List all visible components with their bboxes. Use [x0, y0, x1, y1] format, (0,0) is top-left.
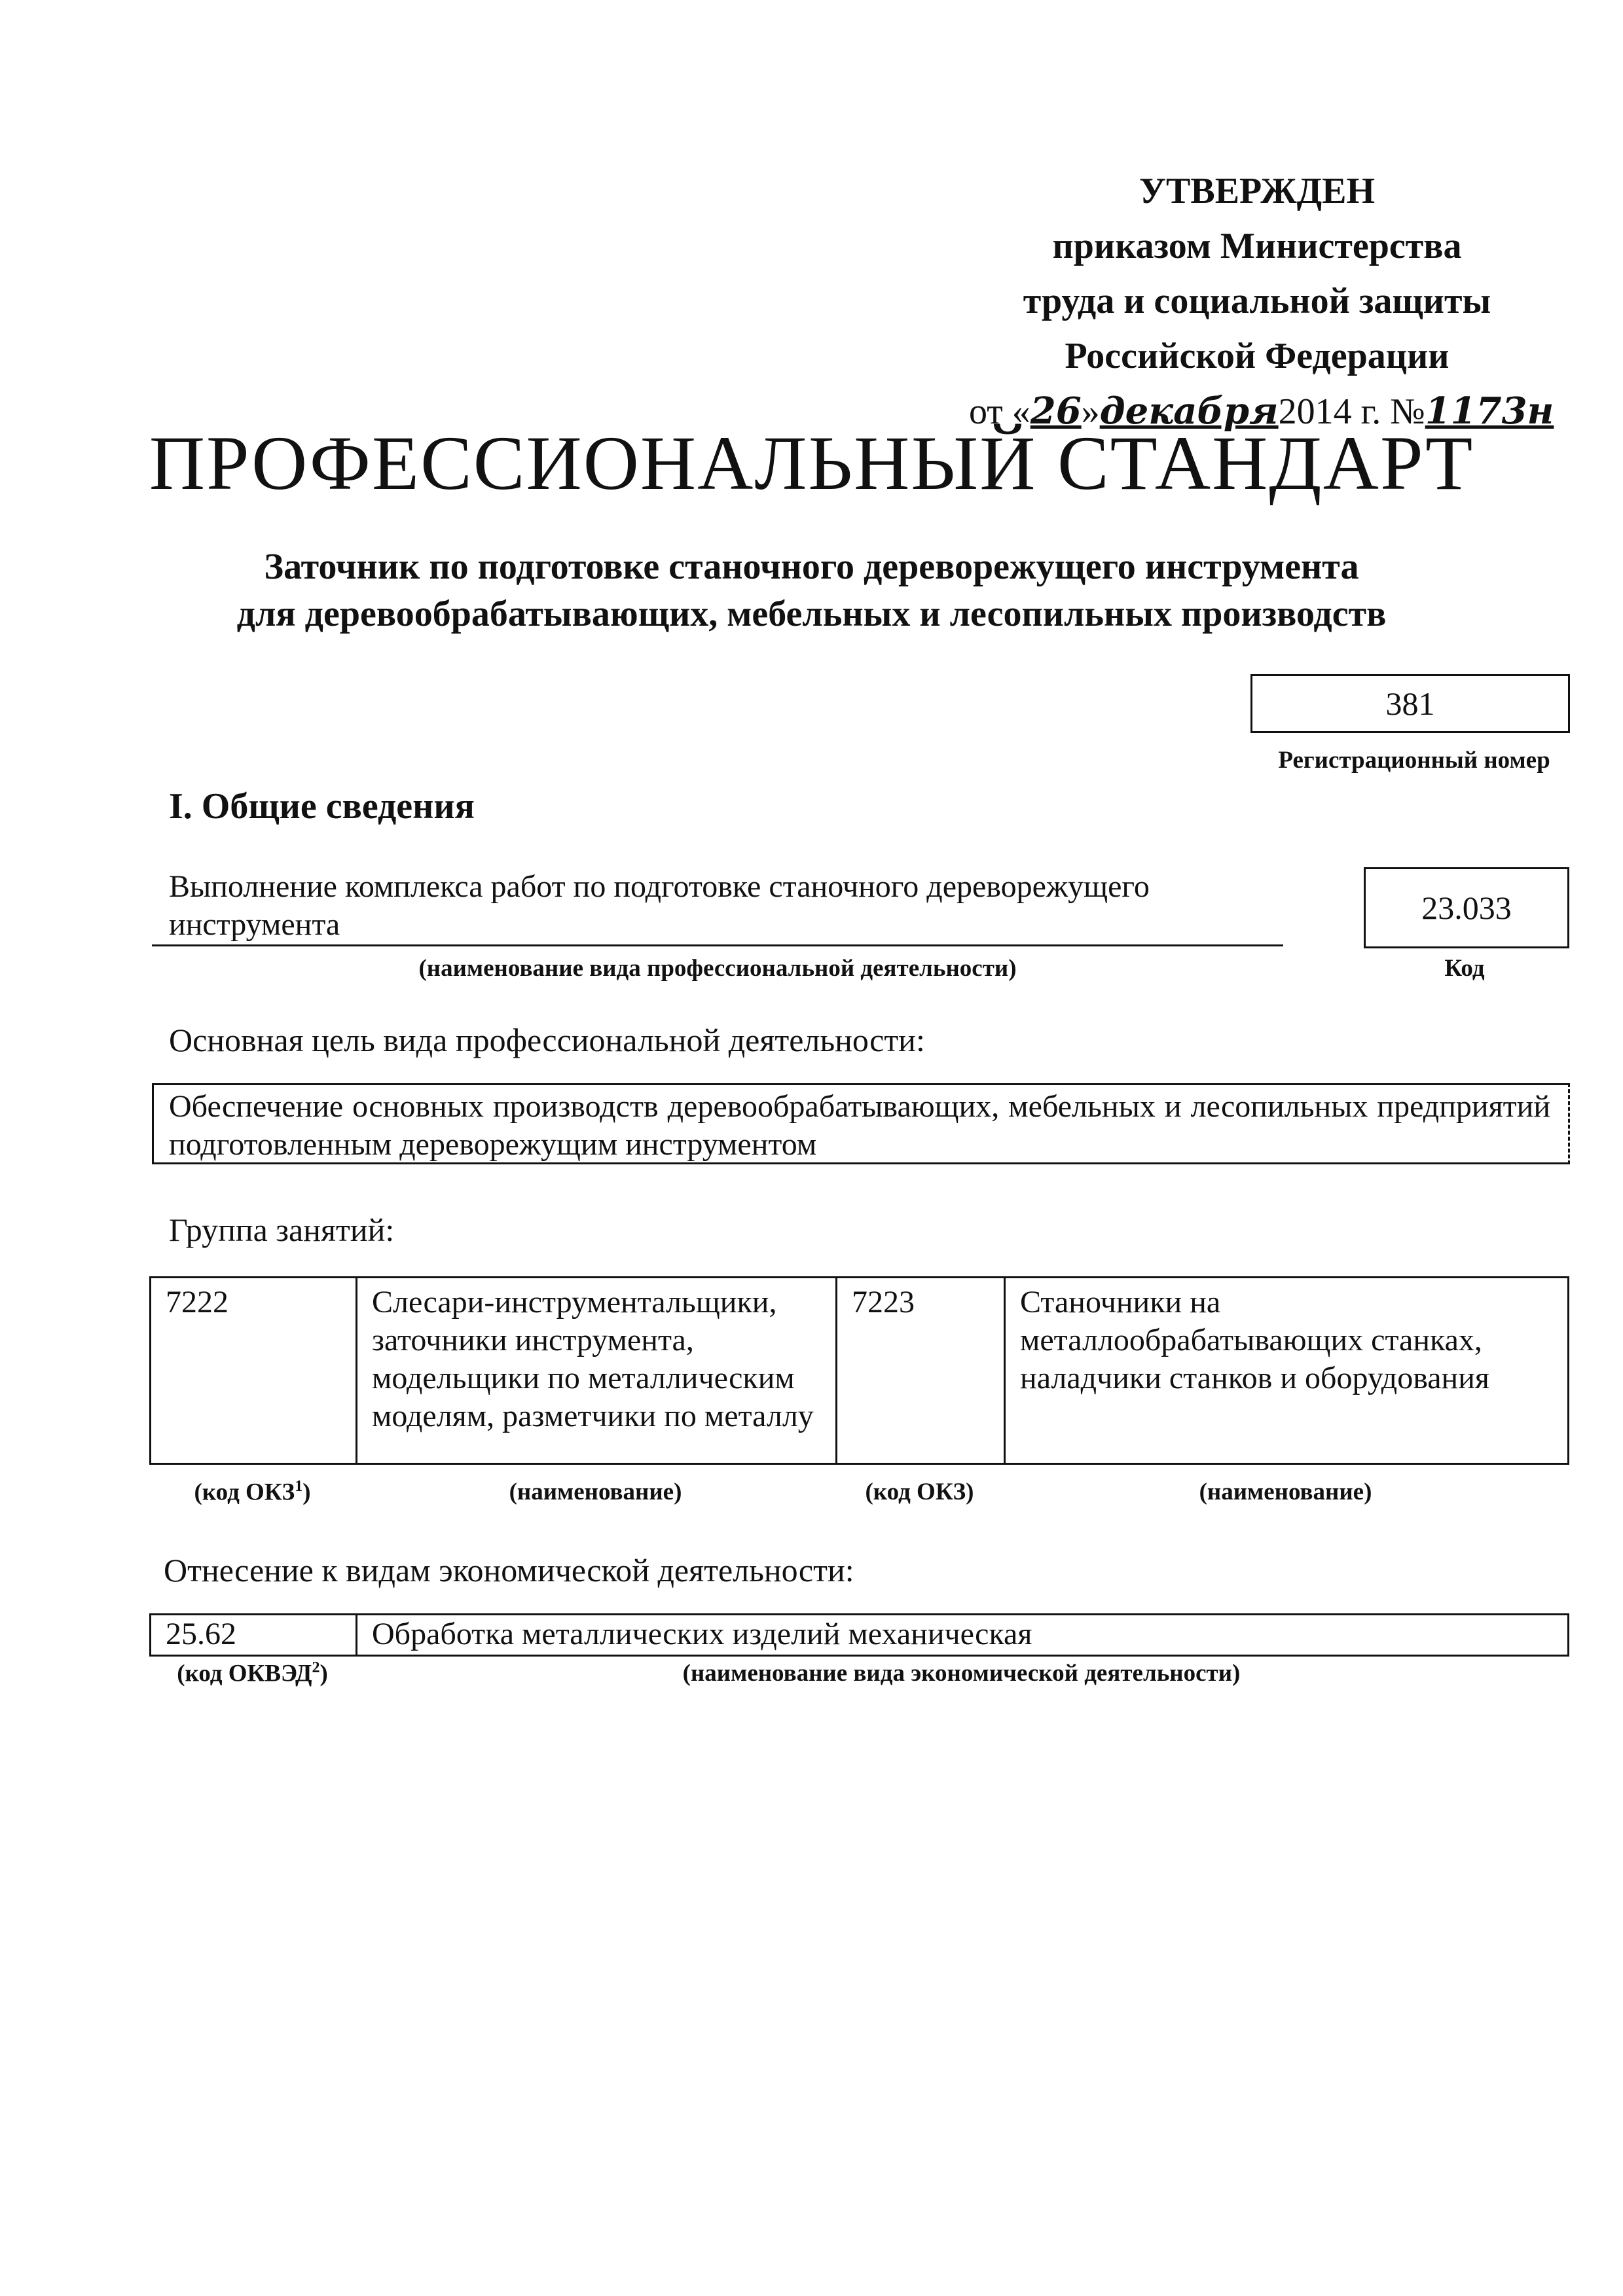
goal-heading: Основная цель вида профессиональной деятельности:: [169, 1022, 925, 1058]
standard-name-line-2: для деревообрабатывающих, мебельных и лесопильных производств: [236, 594, 1387, 634]
caption-okved-code: [149, 1659, 356, 1687]
activity-code-label: Код: [1444, 955, 1485, 982]
okved-code: 25.62: [151, 1615, 357, 1656]
okz-code-1: 7222: [151, 1278, 357, 1464]
okz-code-2: 7223: [837, 1278, 1005, 1464]
approval-block: [969, 164, 1554, 439]
footnote-1-mark: 1: [295, 1478, 303, 1495]
handwritten-day: 26: [1030, 389, 1082, 433]
registration-number-label: Регистрационный номер: [1278, 747, 1550, 774]
approval-line-2: приказом Министерства: [1052, 226, 1462, 266]
activity-caption: (наименование вида профессиональной деятельности): [418, 955, 1017, 982]
handwritten-order-number: 1173н: [1425, 389, 1554, 433]
date-year: 2014 г. №: [1278, 391, 1425, 432]
approval-title: УТВЕРЖДЕН: [1139, 171, 1376, 211]
section-title: I. Общие сведения: [169, 786, 475, 827]
document-title: ПРОФЕССИОНАЛЬНЫЙ СТАНДАРТ: [149, 420, 1474, 506]
standard-name: [0, 543, 1623, 637]
okz-name-1: Слесари-инструментальщики, заточники инструмента, модельщики по металлическим моделям, разметчики по металлу: [357, 1278, 837, 1464]
activity-name: Выполнение комплекса работ по подготовке станочного дереворежущего инструмента: [169, 869, 1150, 942]
approval-line-3: труда и социальной защиты: [1023, 281, 1491, 321]
goal-text: Обеспечение основных производств деревообрабатывающих, мебельных и лесопильных предприятий подготовленным дереворежущим инструментом: [169, 1089, 1550, 1162]
okz-name-2: Станочники на металлообрабатывающих станках, наладчики станков и оборудования: [1005, 1278, 1569, 1464]
caption-okved-code-end: ): [319, 1660, 328, 1687]
date-prefix: от «: [969, 391, 1030, 432]
caption-okz-code-1: [149, 1478, 356, 1506]
caption-okz-code-1-end: ): [302, 1479, 311, 1506]
table-row: [151, 1615, 1569, 1656]
caption-okved-name: (наименование вида экономической деятельности): [682, 1660, 1241, 1687]
handwritten-month: декабря: [1099, 389, 1279, 433]
approval-line-4: Российской Федерации: [1065, 336, 1450, 376]
okved-name: Обработка металлических изделий механическая: [357, 1615, 1569, 1656]
footnote-2-mark: 2: [312, 1659, 320, 1676]
economic-table: [149, 1613, 1569, 1657]
caption-okved-code-text: (код ОКВЭД: [177, 1660, 312, 1687]
occupations-table: [149, 1276, 1569, 1465]
date-mid: »: [1081, 391, 1100, 432]
economic-heading: Отнесение к видам экономической деятельности:: [164, 1552, 854, 1588]
caption-okz-code-2: (код ОКЗ): [865, 1479, 974, 1505]
activity-code-box: 23.033: [1364, 867, 1569, 948]
caption-okz-name-2: (наименование): [1199, 1479, 1372, 1505]
activity-underline: [152, 944, 1283, 946]
caption-okz-code-1-text: (код ОКЗ: [194, 1479, 295, 1506]
registration-number-box: 381: [1250, 674, 1570, 733]
occupations-heading: Группа занятий:: [169, 1211, 395, 1248]
standard-name-line-1: Заточник по подготовке станочного дереворежущего инструмента: [264, 547, 1359, 587]
caption-okz-name-1: (наименование): [509, 1479, 682, 1505]
table-row: [151, 1278, 1569, 1464]
